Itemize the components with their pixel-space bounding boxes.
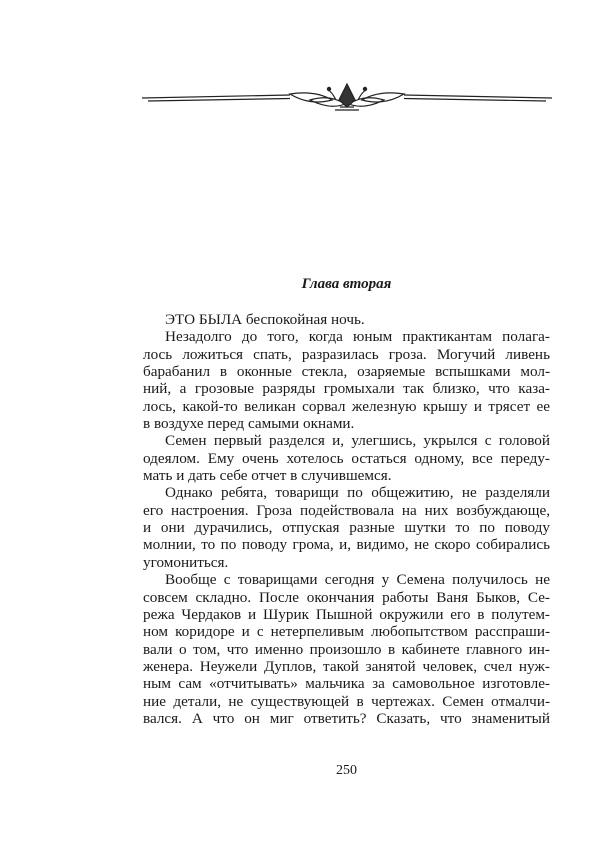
- text-line: вали о том, что именно произошло в кабинете главного ин-: [143, 640, 550, 658]
- text-line: ЭТО БЫЛА беспокойная ночь.: [165, 311, 365, 328]
- text-line: молнии, то по поводу грома, и, видимо, не скоро собирались: [143, 536, 550, 554]
- text-line: ным сам «отчитывать» мальчика за самовольное изготовле-: [143, 675, 550, 693]
- paragraph: [143, 571, 550, 727]
- text-line: Семен первый разделся и, улегшись, укрылся с головой: [165, 432, 550, 450]
- paragraph: [143, 311, 550, 328]
- text-line: в воздухе перед самыми окнами.: [143, 415, 355, 433]
- text-line: одеялом. Ему очень хотелось остаться одному, все переду-: [143, 449, 550, 467]
- text-line: Однако ребята, товарищи по общежитию, не разделяли: [165, 484, 550, 502]
- text-line: его настроения. Гроза подействовала на них возбуждающе,: [143, 501, 550, 519]
- text-line: мать и дать себе отчет в случившемся.: [143, 467, 392, 485]
- body-text: [143, 311, 550, 727]
- paragraph: [143, 328, 550, 432]
- text-line: Вообще с товарищами сегодня у Семена получилось не: [165, 571, 550, 589]
- text-line: барабанил в оконные стекла, озаряемые вспышками мол-: [143, 363, 550, 381]
- ornament-divider: [140, 80, 554, 116]
- page-number: 250: [336, 763, 357, 778]
- text-line: лось ложиться спать, разразилась гроза. Могучий ливень: [143, 345, 550, 363]
- text-line: ном коридоре и с нетерпеливым любопытством расспраши-: [143, 623, 550, 641]
- text-line: ние детали, не существующей в чертежах. Семен отмалчи-: [143, 692, 550, 710]
- text-line: вался. А что он миг ответить? Сказать, что знаменитый: [143, 709, 550, 727]
- text-line: женера. Неужели Дуплов, такой занятой человек, счел нуж-: [143, 657, 550, 675]
- text-line: и они дурачились, отпуская разные шутки то по поводу: [143, 519, 550, 537]
- paragraph: [143, 432, 550, 484]
- text-line: совсем складно. После окончания работы Ваня Быков, Се-: [143, 588, 550, 606]
- text-line: режа Чердаков и Шурик Пышной окружили его в полутем-: [143, 605, 550, 623]
- paragraph: [143, 484, 550, 571]
- text-line: лось, какой-то великан сорвал железную крышу и трясет ее: [143, 397, 550, 415]
- chapter-title: Глава вторая: [301, 276, 392, 292]
- text-line: угомониться.: [143, 553, 229, 571]
- text-line: Незадолго до того, когда юным практикантам полага-: [165, 328, 550, 346]
- text-line: ний, а грозовые разряды громыхали так близко, что каза-: [143, 380, 550, 398]
